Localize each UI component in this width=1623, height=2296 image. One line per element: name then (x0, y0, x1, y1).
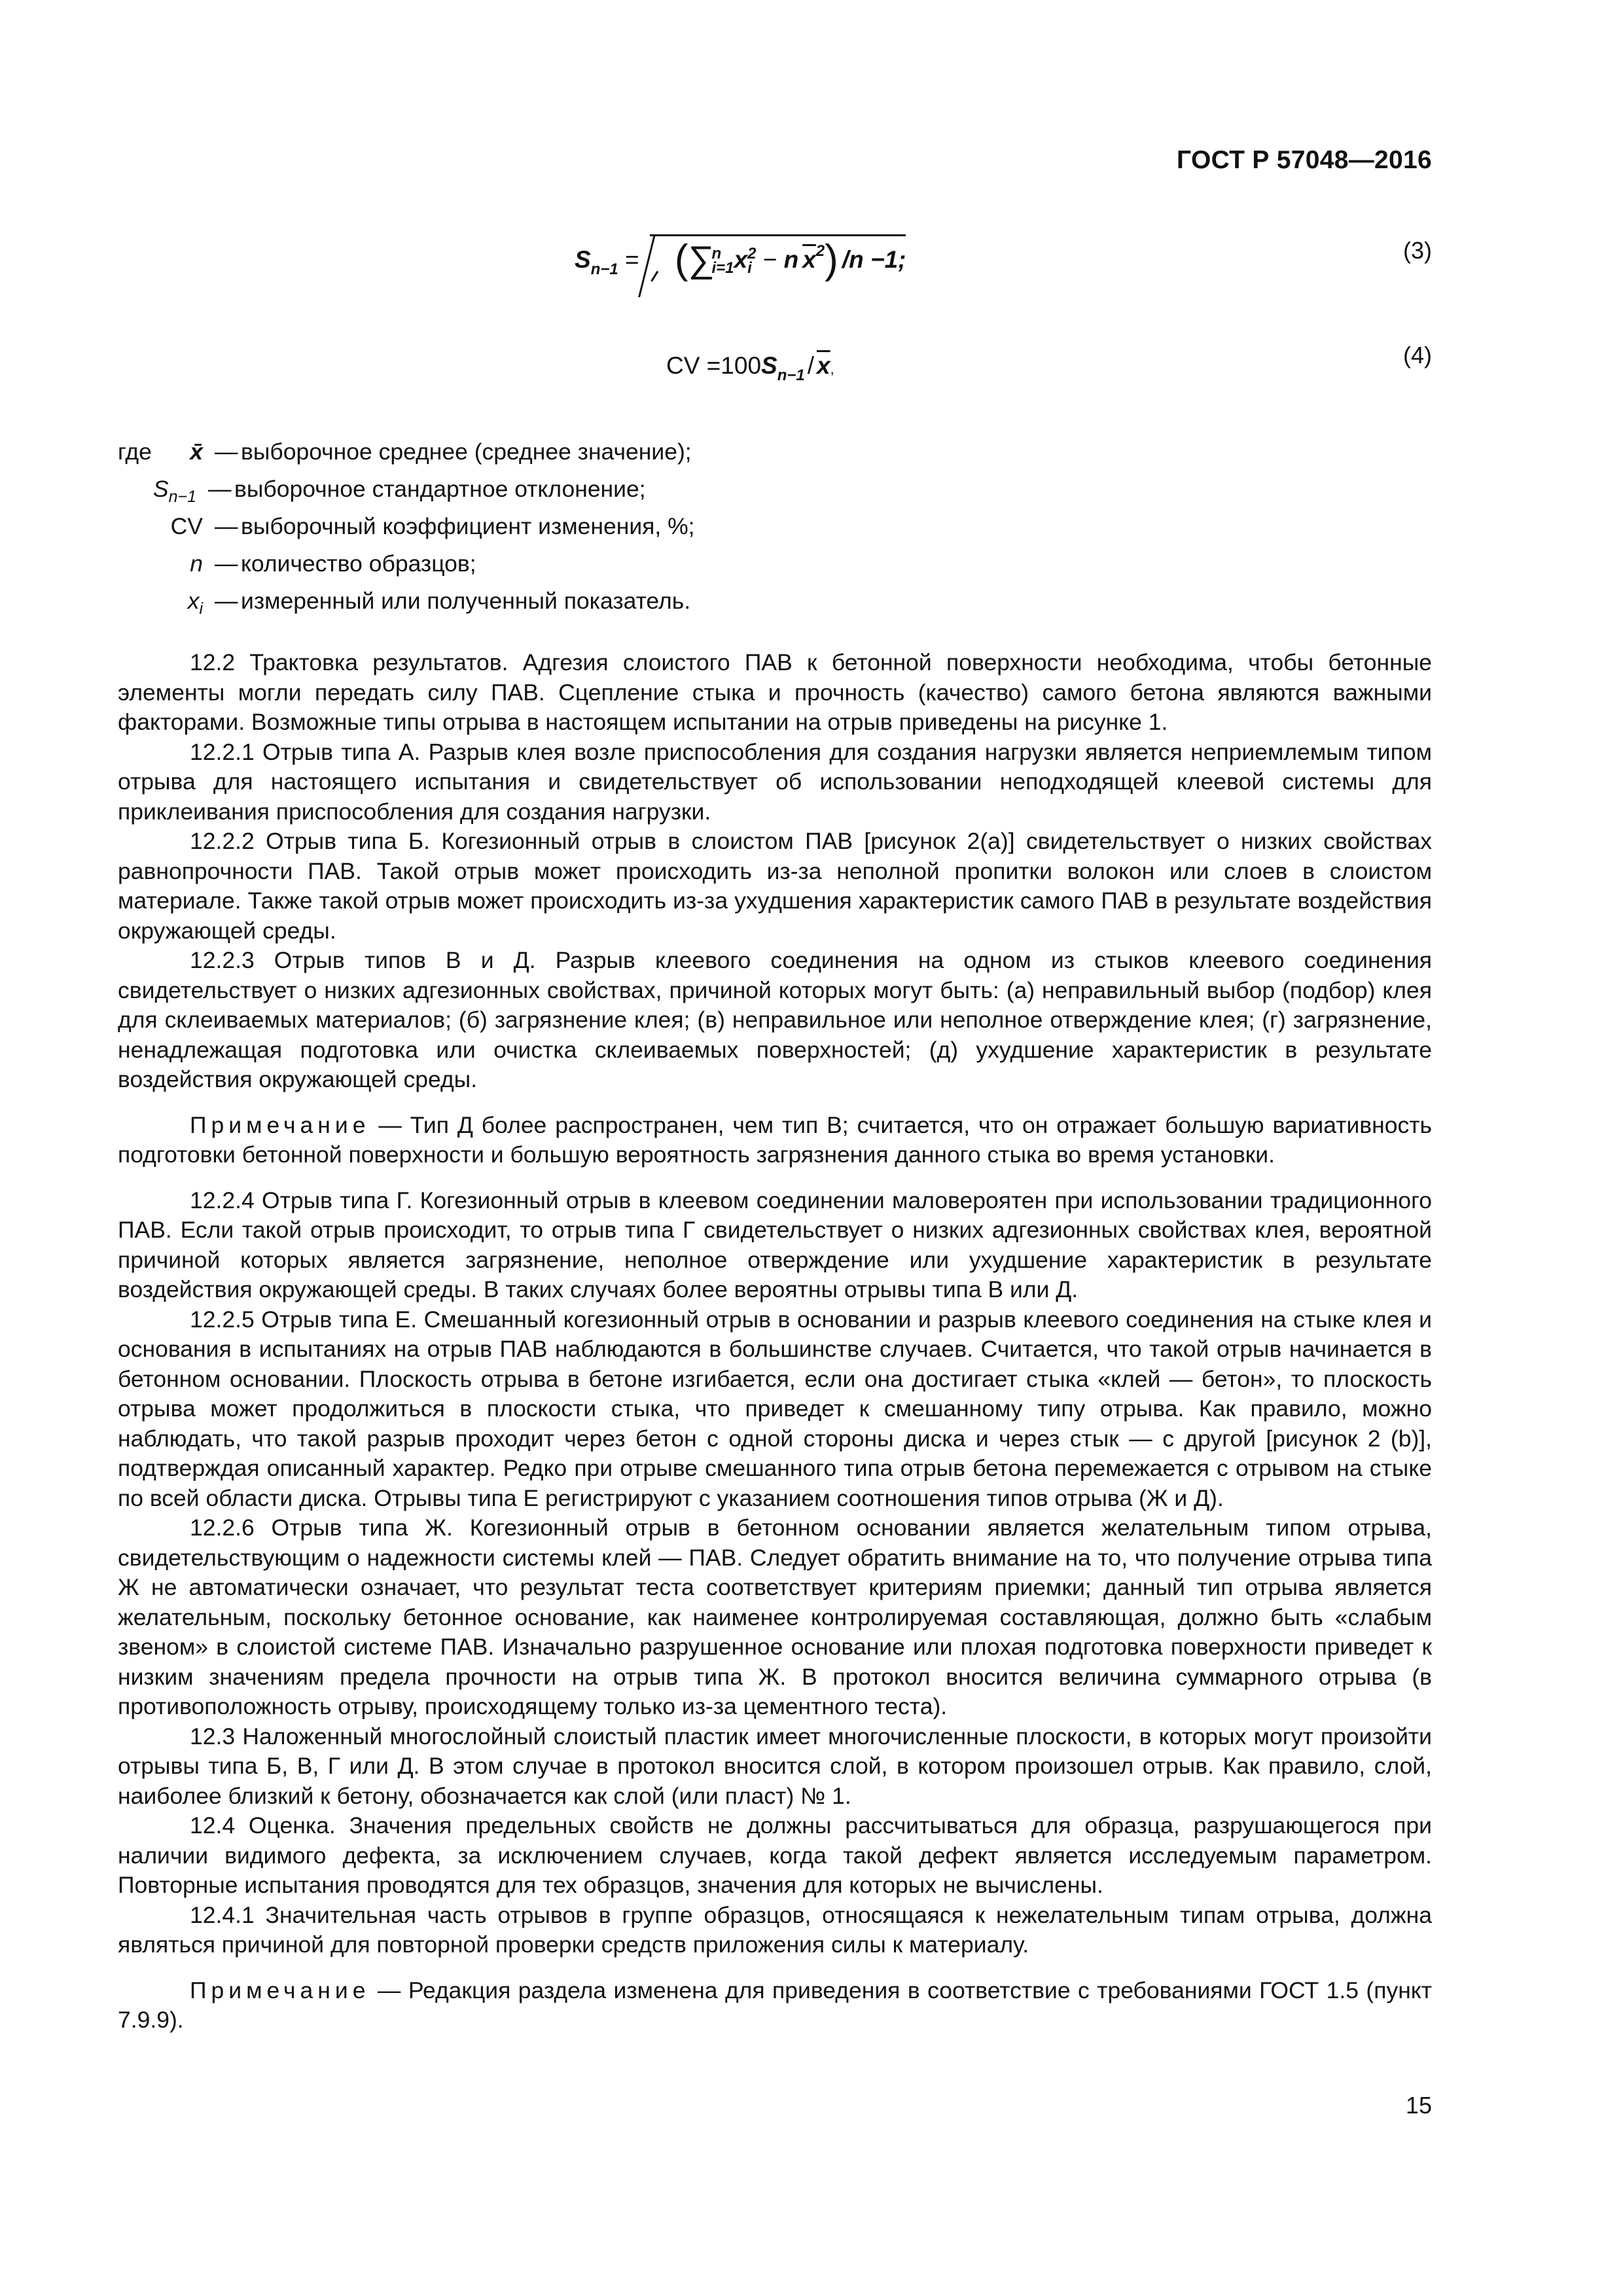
formula-3-body (575, 234, 906, 285)
formula-4-sub: n−1 (777, 367, 805, 384)
var-x-sup: 2 (747, 245, 757, 263)
equation-number-3: (3) (1403, 237, 1432, 264)
paragraph-12-2-2: 12.2.2 Отрыв типа Б. Когезионный отрыв в слоистом ПАВ [рисунок 2(а)] свидетельствует о низких свойствах равнопрочности ПАВ. Такой отрыв может происходить из-за неполной пропитки волокон или слоев в слоистом материале. Также такой отрыв может происходить из-за ухудшения характеристик самого ПАВ в результате воздействия окружающей среды. (118, 828, 1432, 944)
formula-3-n: n (783, 246, 799, 273)
formula-4-tail: , (830, 361, 834, 377)
legend-dash: — (215, 588, 238, 614)
formula-4-xbar: $\overline{x}$ (817, 352, 830, 379)
legend-row (118, 549, 903, 586)
sqrt-sign (650, 234, 906, 282)
formula-4-lhs: CV =100 (666, 352, 762, 379)
document-code: ГОСТ Р 57048—2016 (1177, 146, 1432, 174)
legend-symbol: $x_i$ (187, 588, 203, 618)
page-number: 15 (1405, 2092, 1432, 2119)
legend-symbol: CV (170, 513, 203, 539)
equation-number-4: (4) (1403, 342, 1432, 368)
right-paren: ) (825, 237, 838, 282)
formula-3 (0, 223, 1623, 295)
xbar-sup: 2 (815, 242, 825, 260)
formula-4 (0, 340, 1623, 393)
legend-dash: — (215, 550, 238, 577)
note-1-label: Примечание (190, 1111, 370, 1138)
formula-4-body (666, 351, 834, 391)
legend-symbol: n (190, 550, 203, 577)
formula-4-symbol: S (761, 352, 777, 379)
legend-row (118, 586, 903, 624)
note-2 (118, 1976, 1432, 2036)
legend-text: выборочный коэффициент изменения, %; (241, 513, 695, 539)
formula-3-lhs: S (575, 246, 591, 273)
paragraph-12-2-6: 12.2.6 Отрыв типа Ж. Когезионный отрыв в бетонном основании является желательным типом отрыва, свидетельствующим о надежности системы клей — ПАВ. Следует обратить внимание на то, что получение отрыва типа Ж не автоматически означает, что результат теста соответствует критериям приемки; данный тип отрыва является желательным, поскольку бетонное основание, как наименее контролируемая составляющая, должно быть «слабым звеном» в слоистой системе ПАВ. Изначально разрушенное основание или плохая подготовка поверхности приведет к низким значениям предела прочности на отрыв типа Ж. В протокол вносится величина суммарного отрыва (в противоположность отрыву, происходящему только из-за цементного теста). (118, 1515, 1432, 1719)
formula-3-minus: − (756, 246, 784, 273)
paragraph-12-2-4: 12.2.4 Отрыв типа Г. Когезионный отрыв в клеевом соединении маловероятен при использовании традиционного ПАВ. Если такой отрыв происходит, то отрыв типа Г свидетельствует о низких адгезионных свойствах клея, вероятной причиной которых является загрязнение, неполное отверждение или ухудшение характеристик в результате воздействия окружающей среды. В таких случаях более вероятны отрывы типа В или Д. (118, 1187, 1432, 1302)
legend-dash: — (208, 476, 232, 502)
legend-dash: — (215, 439, 238, 465)
sum-sign: ∑ (688, 238, 715, 279)
symbol-legend (118, 437, 903, 624)
sum-lower: i=1 (711, 259, 734, 278)
note-2-label: Примечание (190, 1977, 370, 2003)
paragraph-12-2: 12.2 Трактовка результатов. Адгезия слоистого ПАВ к бетонной поверхности необходима, чтобы бетонные элементы могли передать силу ПАВ. Сцепление стыка и прочность (качество) самого бетона являются важными факторами. Возможные типы отрыва в настоящем испытании на отрыв приведены на рисунке 1. (118, 649, 1432, 735)
paragraph-12-2-5: 12.2.5 Отрыв типа Е. Смешанный когезионный отрыв в основании и разрыв клеевого соединения на стыке клея и основания в испытаниях на отрыв ПАВ наблюдаются в большинстве случаев. Считается, что такой отрыв начинается в бетонном основании. Плоскость отрыва в бетоне изгибается, если она достигает стыка «клей — бетон», то плоскость отрыва может продолжиться в плоскости стыка, что приведет к смешанному типу отрыва. Как правило, можно наблюдать, что такой разрыв проходит через бетон с одной стороны диска и через стык — с другой [рисунок 2 (b)], подтверждая описанный характер. Редко при отрыве смешанного типа отрыв бетона перемежается с отрывом на стыке по всей области диска. Отрывы типа Е регистрируют с указанием соотношения типов отрыва (Ж и Д). (118, 1306, 1432, 1511)
paragraph-12-2-1: 12.2.1 Отрыв типа А. Разрыв клея возле приспособления для создания нагрузки является неприемлемым типом отрыва для настоящего испытания и свидетельствует об использовании неподходящей клеевой системы для приклеивания приспособления для создания нагрузки. (118, 738, 1432, 825)
paragraph-12-4-1: 12.4.1 Значительная часть отрывов в группе образцов, относящаяся к нежелательным типам отрыва, должна являться причиной для повторной проверки средств приложения силы к материалу. (118, 1901, 1432, 1958)
formula-3-equals: = (625, 246, 639, 273)
left-paren: ( (674, 237, 688, 282)
document-body (118, 648, 1432, 2051)
formula-3-xbar: $\overline{x}$ (802, 246, 816, 273)
legend-symbol: x̄ (190, 439, 203, 465)
legend-text: количество образцов; (241, 550, 476, 577)
legend-row (118, 437, 903, 475)
formula-3-lhs-sub: n−1 (590, 260, 618, 278)
legend-dash: — (215, 513, 238, 539)
var-x-sub: i (747, 259, 752, 278)
paragraph-12-4: 12.4 Оценка. Значения предельных свойств не должны рассчитываться для образца, разрушающегося при наличии видимого дефекта, за исключением случаев, когда такой дефект является исследуемым параметром. Повторные испытания проводятся для тех образцов, значения для которых не вычислены. (118, 1812, 1432, 1898)
sum-upper: n (711, 245, 722, 263)
legend-row (118, 512, 903, 549)
note-2-text: — Редакция раздела изменена для приведения в соответствие с требованиями ГОСТ 1.5 (пункт 7.9.9). (118, 1977, 1432, 2033)
paragraph-12-2-3: 12.2.3 Отрыв типов В и Д. Разрыв клеевого соединения на одном из стыков клеевого соединения свидетельствует о низких адгезионных свойствах, причиной которых могут быть: (а) неправильный выбор (подбор) клея для склеиваемых материалов; (б) загрязнение клея; (в) неправильное или неполное отверждение клея; (г) загрязнение, ненадлежащая подготовка или очистка склеиваемых поверхностей; (д) ухудшение характеристик в результате воздействия окружающей среды. (118, 947, 1432, 1092)
legend-text: измеренный или полученный показатель. (241, 588, 691, 614)
note-1-text: — Тип Д более распространен, чем тип В; считается, что он отражает большую вариативность подготовки бетонной поверхности и большую вероятность загрязнения данного стыка во время установки. (118, 1111, 1432, 1168)
var-x: x (734, 246, 748, 273)
paragraph-12-3: 12.3 Наложенный многослойный слоистый пластик имеет многочисленные плоскости, в которых могут произойти отрывы типа Б, В, Г или Д. В этом случае в протокол вносится слой, в котором произошел отрыв. Как правило, слой, наиболее близкий к бетону, обозначается как слой (или пласт) № 1. (118, 1723, 1432, 1809)
note-1 (118, 1111, 1432, 1170)
legend-text: выборочное стандартное отклонение; (234, 476, 646, 502)
legend-text: выборочное среднее (среднее значение); (241, 439, 692, 465)
legend-lead: где (118, 439, 152, 465)
formula-4-slash: / (807, 352, 815, 379)
formula-3-tail: /n −1; (842, 246, 906, 273)
legend-row (118, 475, 903, 512)
legend-symbol: $S_{n-1}$ (152, 476, 196, 506)
